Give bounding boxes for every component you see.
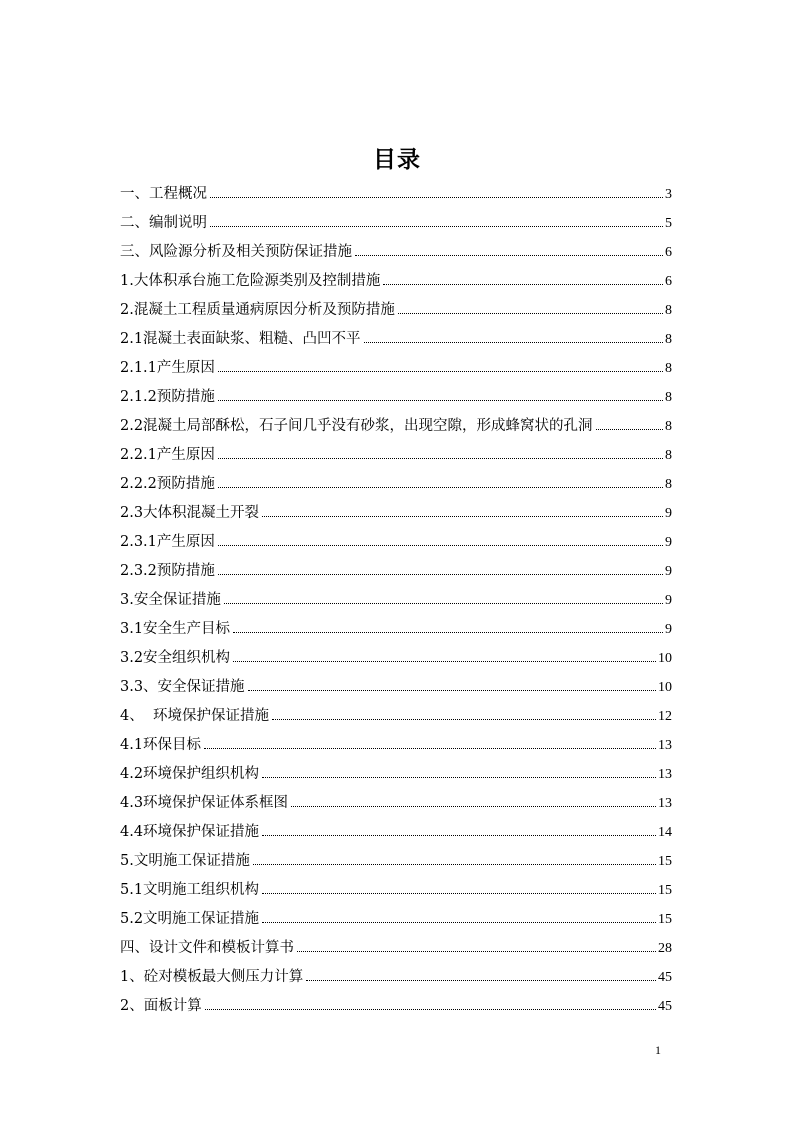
dot-leader [218,544,663,546]
toc-entry-page: 8 [665,448,672,463]
toc-entry-page: 5 [665,216,672,231]
toc-entry-page: 3 [665,187,672,202]
toc-entry-page: 12 [658,709,672,724]
toc-entry[interactable] [120,296,672,325]
toc-entry[interactable] [120,441,672,470]
toc-entry-text: 三、风险源分析及相关预防保证措施 [120,244,352,260]
toc-entry[interactable] [120,847,672,876]
toc-entry[interactable] [120,354,672,383]
toc-entry-text: 1、砼对模板最大侧压力计算 [120,969,304,985]
toc-entry-page: 10 [658,680,672,695]
toc-entry-text: 2.3大体积混凝土开裂 [120,505,260,521]
dot-leader [262,834,656,836]
toc-entry-page: 45 [658,999,672,1014]
toc-entry[interactable] [120,644,672,673]
toc-entry[interactable] [120,238,672,267]
toc-entry-text: 4.2环境保护组织机构 [120,766,260,782]
toc-entry-page: 15 [658,912,672,927]
dot-leader [218,573,663,575]
toc-entry-page: 9 [665,535,672,550]
toc-entry[interactable] [120,470,672,499]
toc-entry[interactable] [120,702,672,731]
toc-entry-page: 28 [658,941,672,956]
toc-entry[interactable] [120,789,672,818]
toc-entry-text: 2.2混凝土局部酥松，石子间几乎没有砂浆，出现空隙，形成蜂窝状的孔洞 [120,418,593,434]
toc-entry[interactable] [120,325,672,354]
dot-leader [218,370,663,372]
toc-entry[interactable] [120,412,672,441]
toc-entry-page: 45 [658,970,672,985]
toc-entry-page: 9 [665,622,672,637]
dot-leader [233,631,663,633]
toc-entry-text: 4.3环境保护保证体系框图 [120,795,289,811]
toc-entry-text: 3.2安全组织机构 [120,650,231,666]
dot-leader [262,515,663,517]
toc-entry[interactable] [120,992,672,1021]
toc-entry-text: 1.大体积承台施工危险源类别及控制措施 [120,273,381,289]
table-of-contents [120,180,672,1021]
toc-entry-text: 5.1文明施工组织机构 [120,882,260,898]
toc-entry[interactable] [120,963,672,992]
toc-entry-text: 四、设计文件和模板计算书 [120,940,294,956]
toc-entry[interactable] [120,586,672,615]
dot-leader [355,254,663,256]
toc-entry-page: 9 [665,564,672,579]
toc-entry-text: 3.1安全生产目标 [120,621,231,637]
dot-leader [297,950,656,952]
toc-entry-text: 2.混凝土工程质量通病原因分析及预防措施 [120,302,395,318]
toc-entry[interactable] [120,209,672,238]
dot-leader [204,747,656,749]
toc-entry-text: 2.1.2预防措施 [120,389,215,405]
toc-entry-page: 13 [658,738,672,753]
dot-leader [210,196,663,198]
toc-entry-text: 5.2文明施工保证措施 [120,911,260,927]
toc-entry-page: 15 [658,883,672,898]
toc-entry-page: 14 [658,825,672,840]
toc-entry-text: 4.4环境保护保证措施 [120,824,260,840]
toc-entry-page: 8 [665,477,672,492]
toc-entry-page: 9 [665,593,672,608]
dot-leader [262,921,656,923]
page-number: 1 [655,1043,661,1057]
toc-entry-page: 15 [658,854,672,869]
toc-entry-page: 8 [665,332,672,347]
toc-entry-text: 2.3.1产生原因 [120,534,215,550]
toc-entry-text: 3.安全保证措施 [120,592,221,608]
toc-entry-page: 13 [658,796,672,811]
toc-entry-page: 6 [665,245,672,260]
toc-entry[interactable] [120,934,672,963]
toc-entry[interactable] [120,760,672,789]
dot-leader [306,979,656,981]
toc-entry-page: 8 [665,361,672,376]
toc-entry-text: 2.2.1产生原因 [120,447,215,463]
dot-leader [262,776,656,778]
dot-leader [218,486,663,488]
toc-entry[interactable] [120,731,672,760]
toc-entry[interactable] [120,499,672,528]
toc-entry-page: 13 [658,767,672,782]
toc-entry-text: 一、工程概况 [120,186,207,202]
toc-entry[interactable] [120,905,672,934]
dot-leader [210,225,663,227]
toc-entry-page: 8 [665,419,672,434]
dot-leader [224,602,663,604]
toc-entry[interactable] [120,180,672,209]
toc-entry-page: 10 [658,651,672,666]
toc-entry[interactable] [120,818,672,847]
toc-entry-text: 4、 环境保护保证措施 [120,708,269,724]
dot-leader [233,660,656,662]
toc-entry[interactable] [120,383,672,412]
toc-entry-text: 5.文明施工保证措施 [120,853,250,869]
dot-leader [248,689,656,691]
toc-entry-text: 3.3、安全保证措施 [120,679,245,695]
dot-leader [272,718,656,720]
dot-leader [291,805,656,807]
toc-entry-text: 2、面板计算 [120,998,202,1014]
toc-entry-text: 2.3.2预防措施 [120,563,215,579]
toc-entry-text: 2.1混凝土表面缺浆、粗糙、凸凹不平 [120,331,361,347]
dot-leader [398,312,663,314]
toc-entry-text: 二、编制说明 [120,215,207,231]
dot-leader [253,863,656,865]
toc-entry-page: 6 [665,274,672,289]
toc-entry[interactable] [120,615,672,644]
toc-entry-page: 8 [665,390,672,405]
toc-entry-page: 8 [665,303,672,318]
toc-entry[interactable] [120,876,672,905]
page-title: 目录 [373,146,421,173]
toc-entry[interactable] [120,557,672,586]
toc-entry-page: 9 [665,506,672,521]
toc-entry-text: 2.1.1产生原因 [120,360,215,376]
dot-leader [218,399,663,401]
dot-leader [364,341,663,343]
toc-entry[interactable] [120,528,672,557]
dot-leader [596,428,663,430]
dot-leader [218,457,663,459]
toc-entry[interactable] [120,267,672,296]
dot-leader [262,892,656,894]
dot-leader [205,1008,656,1010]
dot-leader [383,283,663,285]
toc-entry[interactable] [120,673,672,702]
toc-entry-text: 2.2.2预防措施 [120,476,215,492]
toc-entry-text: 4.1环保目标 [120,737,202,753]
